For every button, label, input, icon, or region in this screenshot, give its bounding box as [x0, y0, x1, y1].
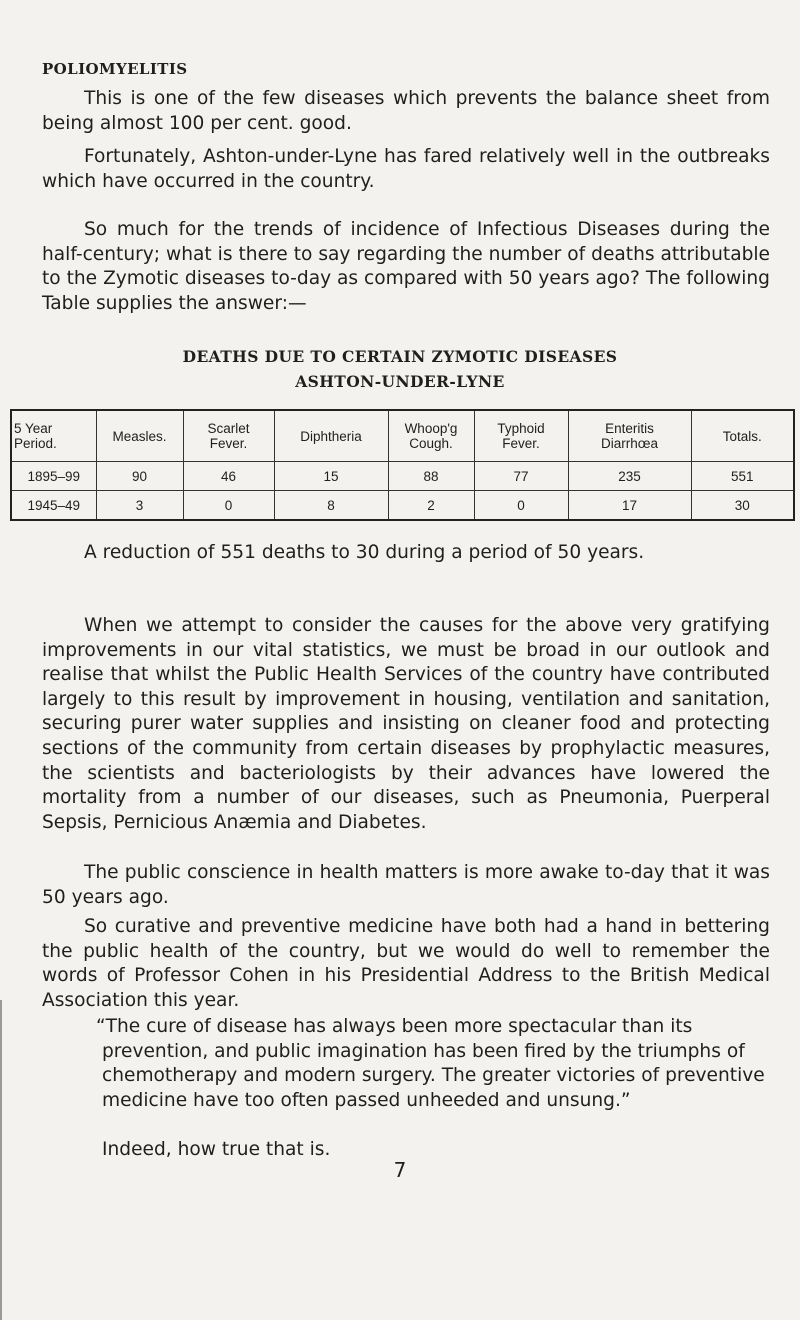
- cell-measles: 3: [96, 491, 183, 521]
- deaths-table: [10, 409, 795, 521]
- header-whooping-cough: Whoop'g Cough.: [388, 410, 474, 462]
- header-period: 5 Year Period.: [11, 410, 96, 462]
- cell-whooping-cough: 88: [388, 462, 474, 491]
- section-title: POLIOMYELITIS: [42, 60, 188, 78]
- paragraph-trends: So much for the trends of incidence of Infectious Diseases during the half-century; what is there to say regarding the number of deaths attributable to the Zymotic diseases to-day as compared with 50 years ago? The following Table supplies the answer:—: [42, 219, 770, 314]
- closing-line: Indeed, how true that is.: [102, 1139, 331, 1160]
- cell-scarlet-fever: 0: [183, 491, 274, 521]
- scan-edge-line: [0, 1000, 2, 1320]
- header-measles: Measles.: [96, 410, 183, 462]
- paragraph-curative: So curative and preventive medicine have both had a hand in bettering the public health of the country, but we would do well to remember the words of Professor Cohen in his Presidential Address to the British Medical Association this year.: [42, 916, 770, 1011]
- header-diphtheria: Diphtheria: [274, 410, 388, 462]
- cell-period: 1945–49: [11, 491, 96, 521]
- cell-diphtheria: 15: [274, 462, 388, 491]
- cell-whooping-cough: 2: [388, 491, 474, 521]
- header-totals: Totals.: [691, 410, 794, 462]
- cell-typhoid-fever: 77: [474, 462, 568, 491]
- header-scarlet-fever: Scarlet Fever.: [183, 410, 274, 462]
- cell-enteritis: 235: [568, 462, 691, 491]
- paragraph-conscience: The public conscience in health matters is more awake to-day that it was 50 years ago.: [42, 862, 770, 908]
- paragraph-reduction: A reduction of 551 deaths to 30 during a period of 50 years.: [84, 542, 645, 563]
- table-row: [11, 462, 794, 491]
- page-number: 7: [393, 1158, 407, 1182]
- table-title: DEATHS DUE TO CERTAIN ZYMOTIC DISEASES: [182, 347, 618, 366]
- table-header-row: [11, 410, 794, 462]
- cell-totals: 551: [691, 462, 794, 491]
- cell-enteritis: 17: [568, 491, 691, 521]
- cell-measles: 90: [96, 462, 183, 491]
- cell-typhoid-fever: 0: [474, 491, 568, 521]
- header-enteritis: Enteritis Diarrhœa: [568, 410, 691, 462]
- paragraph-fared-well: Fortunately, Ashton-under-Lyne has fared relatively well in the outbreaks which have occurred in the country.: [42, 146, 770, 192]
- paragraph-balance-sheet: This is one of the few diseases which prevents the balance sheet from being almost 100 per cent. good.: [42, 88, 770, 134]
- cell-period: 1895–99: [11, 462, 96, 491]
- paragraph-causes: When we attempt to consider the causes for the above very gratifying improvements in our vital statistics, we must be broad in our outlook and realise that whilst the Public Health Services of the country have contributed largely to this result by improvement in housing, ventilation and sanitation, securing purer water supplies and insisting on cleaner food and protecting sections of the community from certain diseases by prophylactic measures, the scientists and bacteriologists by their advances have lowered the mortality from a number of our diseases, such as Pneumonia, Puerperal Sepsis, Pernicious Anæmia and Diabetes.: [42, 615, 770, 833]
- cell-totals: 30: [691, 491, 794, 521]
- header-typhoid-fever: Typhoid Fever.: [474, 410, 568, 462]
- table-row: [11, 491, 794, 521]
- cell-diphtheria: 8: [274, 491, 388, 521]
- quote-cohen: “The cure of disease has always been more spectacular than its prevention, and public imagination has been fired by the triumphs of chemotherapy and modern surgery. The greater victories of preventive medicine have too often passed unheeded and unsung.”: [96, 1016, 765, 1111]
- cell-scarlet-fever: 46: [183, 462, 274, 491]
- table-subtitle: ASHTON-UNDER-LYNE: [295, 372, 505, 391]
